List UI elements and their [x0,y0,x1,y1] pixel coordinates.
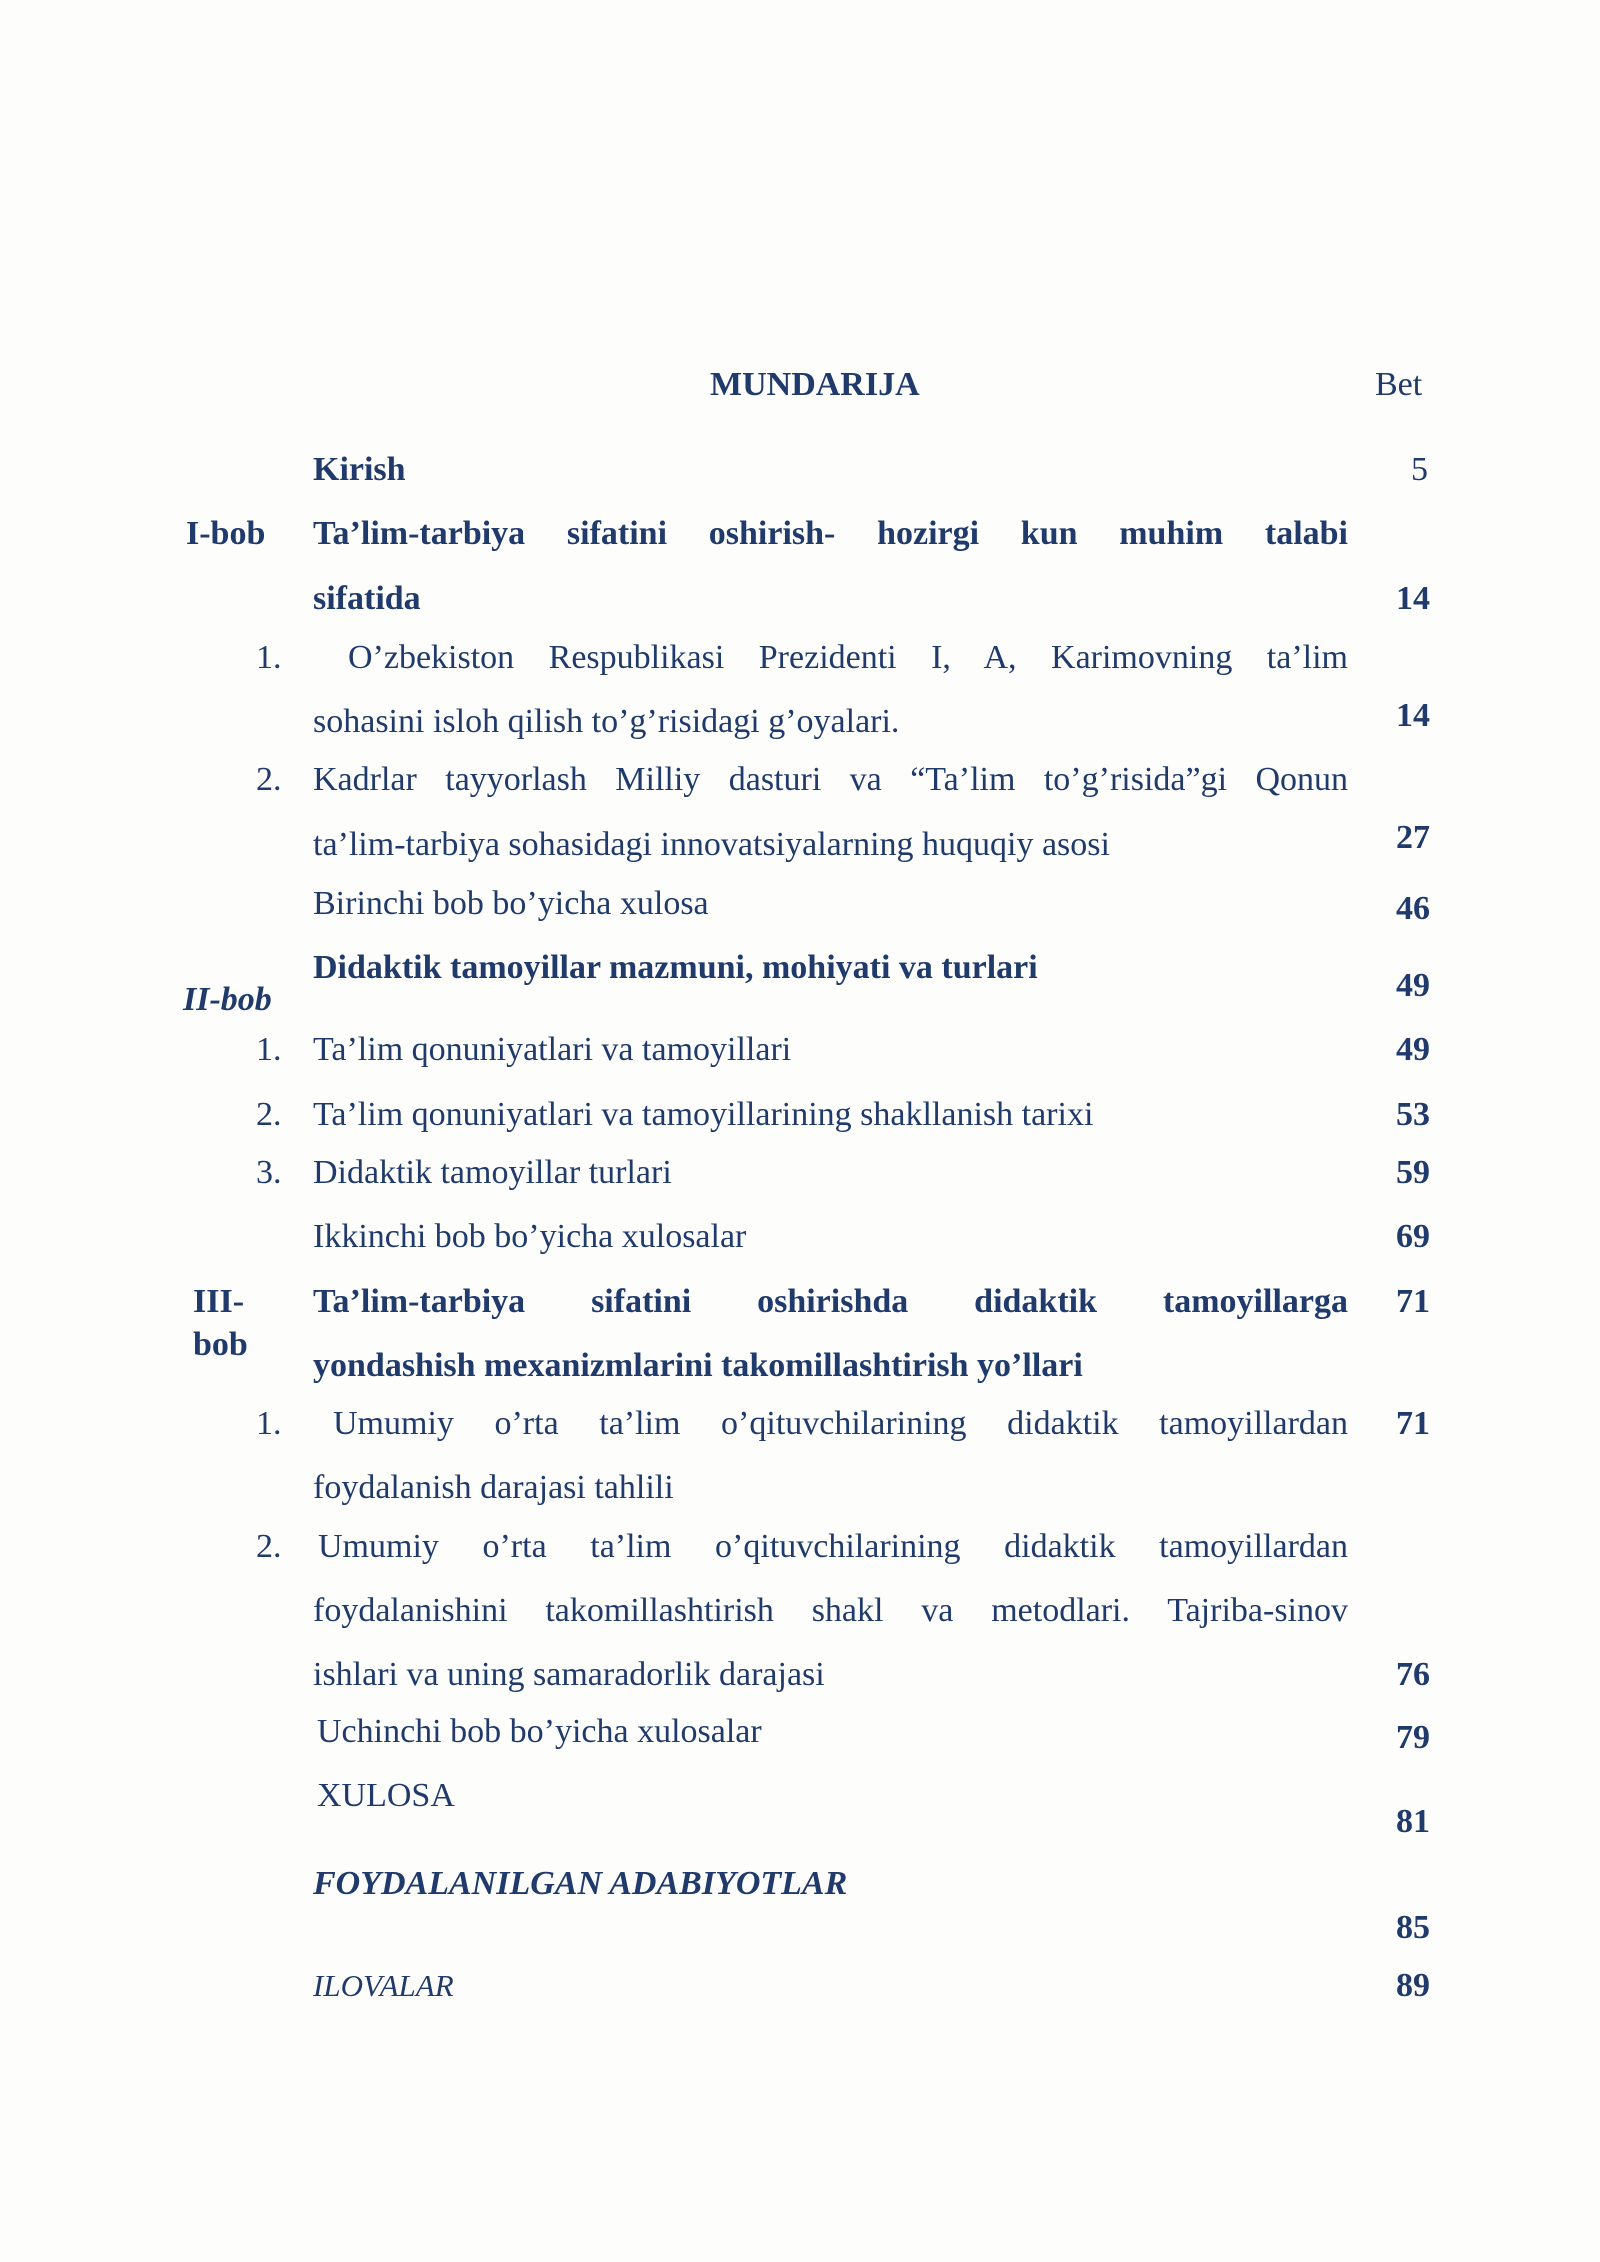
ch2-item-1-label: Ta’lim qonuniyatlari va tamoyillari [313,1031,792,1068]
ch2-item-1-page: 49 [1396,1031,1430,1068]
ch3-item-2-line-1: Umumiy o’rta ta’lim o’qituvchilarining didaktik tamoyillardan [318,1528,1348,1565]
toc-entry-xulosa: XULOSA [317,1777,455,1814]
toc-entry-kirish: Kirish [313,451,406,488]
ch1-item-1-page: 14 [1396,697,1430,734]
ch2-item-2-page: 53 [1396,1096,1430,1133]
chapter-3-tag-line-2: bob [193,1326,248,1363]
ch1-summary: Birinchi bob bo’yicha xulosa [313,885,709,922]
ch1-item-2-line-2: ta’lim-tarbiya sohasidagi innovatsiyalarning huquqiy asosi [313,826,1110,863]
ch3-item-2-page: 76 [1396,1656,1430,1693]
ch3-summary: Uchinchi bob bo’yicha xulosalar [317,1713,762,1750]
ch2-summary-page: 69 [1396,1218,1430,1255]
chapter-2-page: 49 [1396,967,1430,1004]
page-title: MUNDARIJA [710,366,920,403]
toc-page-kirish: 5 [1411,451,1428,488]
chapter-3-page: 71 [1396,1283,1430,1320]
ch2-summary: Ikkinchi bob bo’yicha xulosalar [313,1218,747,1255]
ch2-item-2-number: 2. [256,1096,282,1133]
toc-page-adabiyotlar: 85 [1396,1909,1430,1946]
toc-page-ilovalar: 89 [1396,1967,1430,2004]
ch3-item-1-line-1: Umumiy o’rta ta’lim o’qituvchilarining didaktik tamoyillardan [333,1405,1348,1442]
chapter-3-tag-line-1: III- [193,1283,245,1320]
ch2-item-2-label: Ta’lim qonuniyatlari va tamoyillarining shakllanish tarixi [313,1096,1094,1133]
ch1-item-1-number: 1. [256,639,282,676]
ch3-item-1-number: 1. [256,1405,282,1442]
ch2-item-3-label: Didaktik tamoyillar turlari [313,1154,672,1191]
ch1-item-1-line-2: sohasini isloh qilish to’g’risidagi g’oyalari. [313,703,900,740]
chapter-1-title-line-1: Ta’lim-tarbiya sifatini oshirish- hozirgi kun muhim talabi [313,515,1348,552]
chapter-3-title-line-2: yondashish mexanizmlarini takomillashtirish yo’llari [313,1347,1083,1384]
ch3-item-2-line-2: foydalanishini takomillashtirish shakl va metodlari. Tajriba-sinov [313,1592,1348,1629]
chapter-1-page: 14 [1396,580,1430,617]
ch1-item-2-page: 27 [1396,819,1430,856]
ch1-item-1-line-1: O’zbekiston Respublikasi Prezidenti I, A, Karimovning ta’lim [348,639,1348,676]
ch1-item-2-line-1: Kadrlar tayyorlash Milliy dasturi va “Ta’lim to’g’risida”gi Qonun [313,761,1348,798]
chapter-2-tag: II-bob [183,981,272,1018]
ch2-item-1-number: 1. [256,1031,282,1068]
ch1-summary-page: 46 [1396,890,1430,927]
ch3-item-2-line-3: ishlari va uning samaradorlik darajasi [313,1656,825,1693]
ch3-summary-page: 79 [1396,1719,1430,1756]
ch2-item-3-page: 59 [1396,1154,1430,1191]
ch3-item-2-number: 2. [256,1528,282,1565]
chapter-3-title-line-1: Ta’lim-tarbiya sifatini oshirishda didaktik tamoyillarga [313,1283,1348,1320]
ch3-item-1-line-2: foydalanish darajasi tahlili [313,1469,674,1506]
chapter-1-tag: I-bob [186,515,266,552]
page-column-label: Bet [1375,366,1423,403]
toc-entry-ilovalar: ILOVALAR [313,1968,454,2003]
chapter-2-title: Didaktik tamoyillar mazmuni, mohiyati va turlari [313,949,1038,986]
chapter-1-title-line-2: sifatida [313,580,421,617]
ch2-item-3-number: 3. [256,1154,282,1191]
ch1-item-2-number: 2. [256,761,282,798]
ch3-item-1-page: 71 [1396,1405,1430,1442]
toc-page-xulosa: 81 [1396,1803,1430,1840]
toc-entry-adabiyotlar: FOYDALANILGAN ADABIYOTLAR [313,1865,848,1902]
